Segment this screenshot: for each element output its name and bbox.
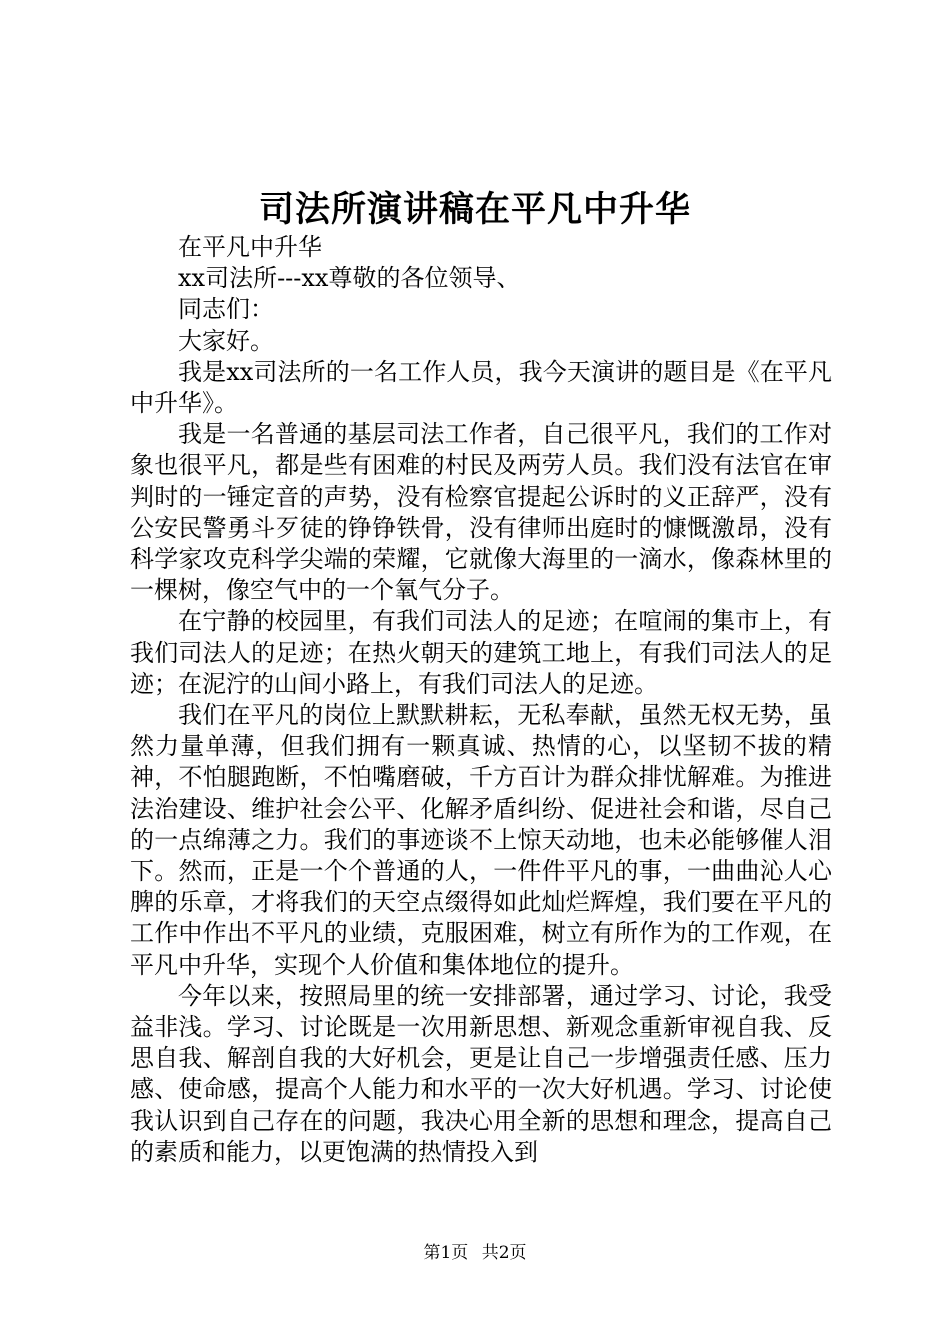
paragraph-body-1: 我是一名普通的基层司法工作者，自己很平凡，我们的工作对象也很平凡，都是些有困难的村民及两劳人员。我们没有法官在审判时的一锤定音的声势，没有检察官提起公诉时的义正辞严，没有公安民警勇斗歹徒的铮铮铁骨，没有律师出庭时的慷慨激昂，没有科学家攻克科学尖端的荣耀，它就像大海里的一滴水，像森林里的一棵树，像空气中的一个氧气分子。 [130,420,832,605]
paragraph-comrades: 同志们： [178,295,274,324]
document-body [130,232,832,1168]
paragraph-body-2: 在宁静的校园里，有我们司法人的足迹；在喧闹的集市上，有我们司法人的足迹；在热火朝天的建筑工地上，有我们司法人的足迹；在泥泞的山间小路上，有我们司法人的足迹。 [130,607,832,698]
document-title: 司法所演讲稿在平凡中升华 [258,189,691,230]
paragraph-intro: 我是xx司法所的一名工作人员，我今天演讲的题目是《在平凡中升华》。 [130,357,832,418]
paragraph-body-4: 今年以来，按照局里的统一安排部署，通过学习、讨论，我受益非浅。学习、讨论既是一次用新思想、新观念重新审视自我、反思自我、解剖自我的大好机会，更是让自己一步增强责任感、压力感、使命感，提高个人能力和水平的一次大好机遇。学习、讨论使我认识到自己存在的问题，我决心用全新的思想和理念，提高自己的素质和能力，以更饱满的热情投入到 [130,981,832,1166]
paragraph-greeting: 大家好。 [178,326,274,355]
page-number: 第1页 [423,1243,469,1263]
paragraph-subtitle: 在平凡中升华 [178,233,322,261]
page-footer [0,1241,950,1265]
paragraph-salutation: xx司法所---xx尊敬的各位领导、 [178,264,521,293]
page-total: 共2页 [481,1243,527,1263]
paragraph-body-3: 我们在平凡的岗位上默默耕耘，无私奉献，虽然无权无势，虽然力量单薄，但我们拥有一颗真诚、热情的心，以坚韧不拔的精神，不怕腿跑断，不怕嘴磨破，千方百计为群众排忧解难。为推进法治建设、维护社会公平、化解矛盾纠纷、促进社会和谐，尽自己的一点绵薄之力。我们的事迹谈不上惊天动地，也未必能够催人泪下。然而，正是一个个普通的人，一件件平凡的事，一曲曲沁人心脾的乐章，才将我们的天空点缀得如此灿烂辉煌，我们要在平凡的工作中作出不平凡的业绩，克服困难，树立有所作为的工作观，在平凡中升华，实现个人价值和集体地位的提升。 [130,701,832,979]
